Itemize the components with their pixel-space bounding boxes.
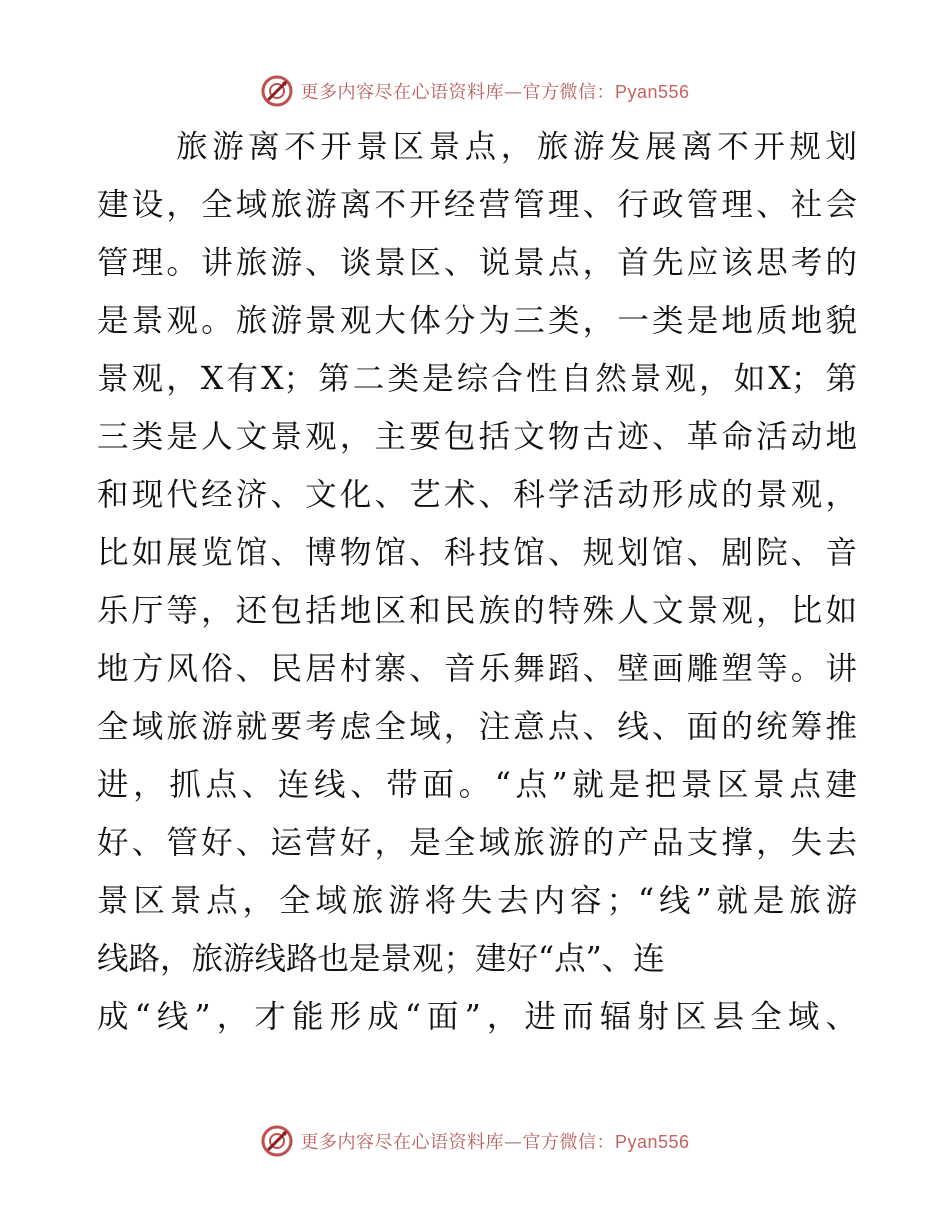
text-line: 全域旅游就要考虑全域，注意点、线、面的统筹推 — [97, 709, 857, 745]
text-line: 线路，旅游线路也是景观；建好“点”、连 — [97, 941, 665, 977]
footer-banner-text — [300, 1128, 689, 1154]
footer-site-name: 更多内容尽在心语资料库 — [300, 1132, 504, 1153]
text-line: 景区景点，全域旅游将失去内容；“线”就是旅游 — [97, 883, 857, 919]
text-line: 比如展览馆、博物馆、科技馆、规划馆、剧院、音 — [97, 535, 857, 571]
text-line: 三类是人文景观，主要包括文物古迹、革命活动地 — [97, 419, 857, 455]
text-line: 好、管好、运营好，是全域旅游的产品支撑，失去 — [97, 825, 857, 861]
logo-icon — [260, 1124, 294, 1158]
text-line: 旅游离不开景区景点，旅游发展离不开规划 — [176, 129, 857, 165]
text-line: 成“线”，才能形成“面”，进而辐射区县全域、 — [97, 999, 857, 1035]
text-line: 建设，全域旅游离不开经营管理、行政管理、社会 — [97, 187, 857, 223]
header-wechat-label: 官方微信： — [522, 82, 615, 103]
text-line: 乐厅等，还包括地区和民族的特殊人文景观，比如 — [97, 593, 857, 629]
text-line: 是景观。旅游景观大体分为三类，一类是地质地貌 — [97, 303, 857, 339]
text-line: 管理。讲旅游、谈景区、说景点，首先应该思考的 — [97, 245, 857, 281]
text-line: 景观，X有X；第二类是综合性自然景观，如X；第 — [97, 361, 857, 397]
text-line: 进，抓点、连线、带面。“点”就是把景区景点建 — [97, 767, 857, 803]
logo-icon — [260, 74, 294, 108]
header-site-name: 更多内容尽在心语资料库 — [300, 82, 504, 103]
footer-separator: — — [503, 1132, 523, 1153]
header-separator: — — [503, 82, 523, 103]
header-banner — [0, 71, 950, 111]
footer-banner — [0, 1121, 950, 1161]
footer-wechat-label: 官方微信： — [522, 1132, 615, 1153]
text-line: 地方风俗、民居村寨、音乐舞蹈、壁画雕塑等。讲 — [97, 651, 857, 687]
footer-wechat-id: Pyan556 — [614, 1132, 690, 1152]
text-line: 和现代经济、文化、艺术、科学活动形成的景观， — [97, 477, 857, 513]
header-wechat-id: Pyan556 — [614, 82, 690, 102]
document-body — [97, 118, 857, 1046]
header-banner-text — [300, 78, 689, 104]
